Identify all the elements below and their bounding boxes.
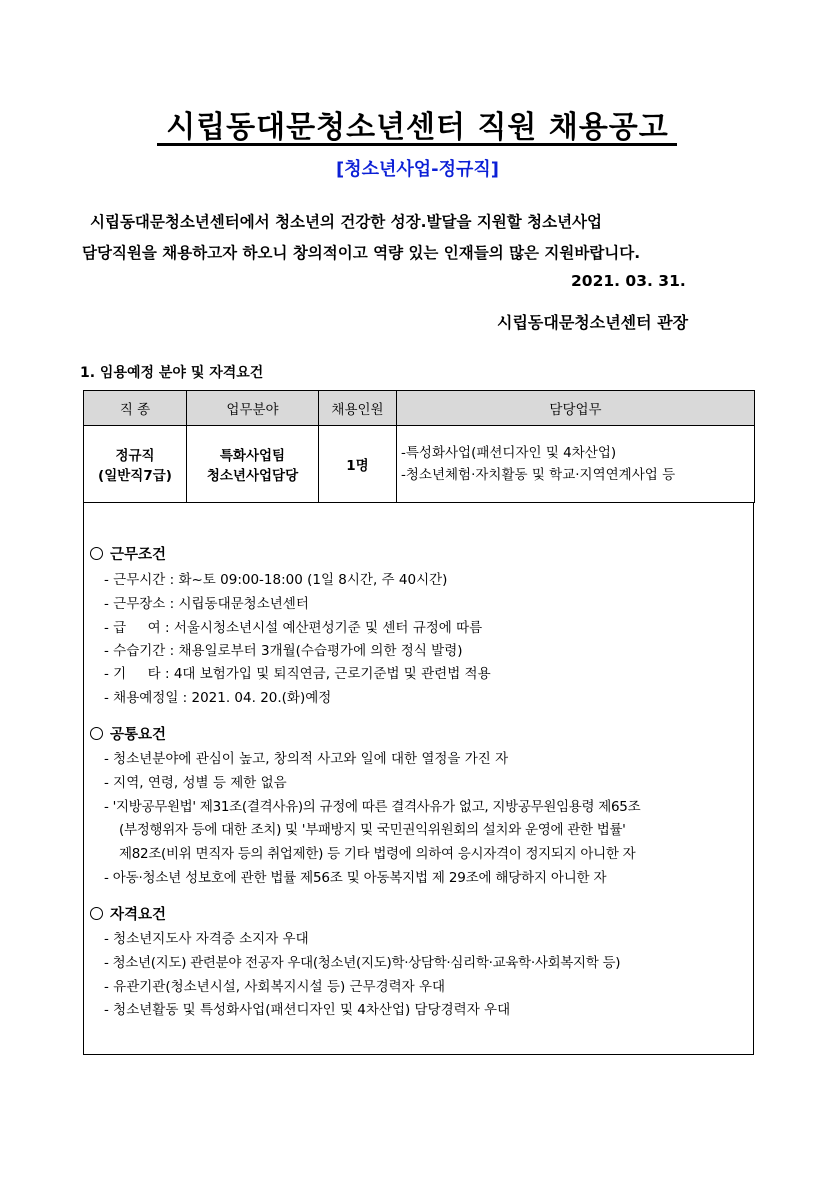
intro-line-2: 담당직원을 채용하고자 하오니 창의적이고 역량 있는 인재들의 많은 지원바랍니다. [82,244,641,262]
field-team: 특화사업팀 [219,448,286,464]
cell-duty [397,426,755,503]
qualifications-heading: 자격요건 [90,903,166,924]
field-role: 청소년사업담당 [206,468,299,484]
list-item: - 채용예정일 : 2021. 04. 20.(화)예정 [104,690,332,706]
cell-job-type [84,426,187,503]
cell-field [187,426,319,503]
list-item: - 기 타 : 4대 보험가입 및 퇴직연금, 근로기준법 및 관련법 적용 [104,666,491,682]
header-job-type: 직 종 [84,391,187,426]
page-subtitle: [청소년사업-정규직] [335,159,500,180]
list-item: - 청소년활동 및 특성화사업(패션디자인 및 4차산업) 담당경력자 우대 [104,1002,511,1018]
title-underline [157,143,677,146]
job-grade-line: (일반직7급) [98,468,172,484]
list-item: - 급 여 : 서울시청소년시설 예산편성기준 및 센터 규정에 따름 [104,620,483,636]
list-item: - 청소년(지도) 관련분야 전공자 우대(청소년(지도)학·상담학·심리학·교육학·사회복지학 등) [104,955,621,971]
cell-count: 1명 [319,426,397,503]
section-title: 1. 임용예정 분야 및 자격요건 [80,365,264,381]
list-item: - 지역, 연령, 성별 등 제한 없음 [104,775,287,791]
job-type-line: 정규직 [115,448,155,464]
table-header-row [84,391,755,426]
page-title: 시립동대문청소년센터 직원 채용공고 [166,110,669,145]
common-requirements-heading: 공통요건 [90,723,166,744]
duty-line-1: -특성화사업(패션디자인 및 4차산업) [401,445,617,461]
circle-bullet-icon [90,907,103,920]
circle-bullet-icon [90,727,103,740]
circle-bullet-icon [90,547,103,560]
header-count: 채용인원 [319,391,397,426]
list-item-continued: 제82조(비위 면직자 등의 취업제한) 등 기타 법령에 의하여 응시자격이 정지되지 아니한 자 [119,846,636,862]
table-row [84,426,755,503]
list-item: - 유관기관(청소년시설, 사회복지시설 등) 근무경력자 우대 [104,979,446,995]
list-item: - 아동·청소년 성보호에 관한 법률 제56조 및 아동복지법 제 29조에 해당하지 아니한 자 [104,870,607,886]
header-field: 업무분야 [187,391,319,426]
duty-line-2: -청소년체험·자치활동 및 학교·지역연계사업 등 [401,467,676,483]
list-item: - 수습기간 : 채용일로부터 3개월(수습평가에 의한 정식 발령) [104,643,463,659]
job-table [83,390,755,503]
work-conditions-heading: 근무조건 [90,543,166,564]
list-item: - 근무장소 : 시립동대문청소년센터 [104,596,309,612]
list-item-continued: (부정행위자 등에 대한 조치) 및 '부패방지 및 국민권익위원회의 설치와 운영에 관한 법률' [119,822,626,838]
list-item: - 근무시간 : 화~토 09:00-18:00 (1일 8시간, 주 40시간) [104,572,448,588]
list-item: - 청소년지도사 자격증 소지자 우대 [104,931,309,947]
intro-line-1: 시립동대문청소년센터에서 청소년의 건강한 성장.발달을 지원할 청소년사업 [90,213,603,231]
notice-signer: 시립동대문청소년센터 관장 [497,313,689,332]
header-duty: 담당업무 [397,391,755,426]
list-item: - 청소년분야에 관심이 높고, 창의적 사고와 일에 대한 열정을 가진 자 [104,751,509,767]
list-item: - '지방공무원법' 제31조(결격사유)의 규정에 따른 결격사유가 없고, 지방공무원임용령 제65조 [104,799,641,815]
notice-date: 2021. 03. 31. [571,272,686,290]
